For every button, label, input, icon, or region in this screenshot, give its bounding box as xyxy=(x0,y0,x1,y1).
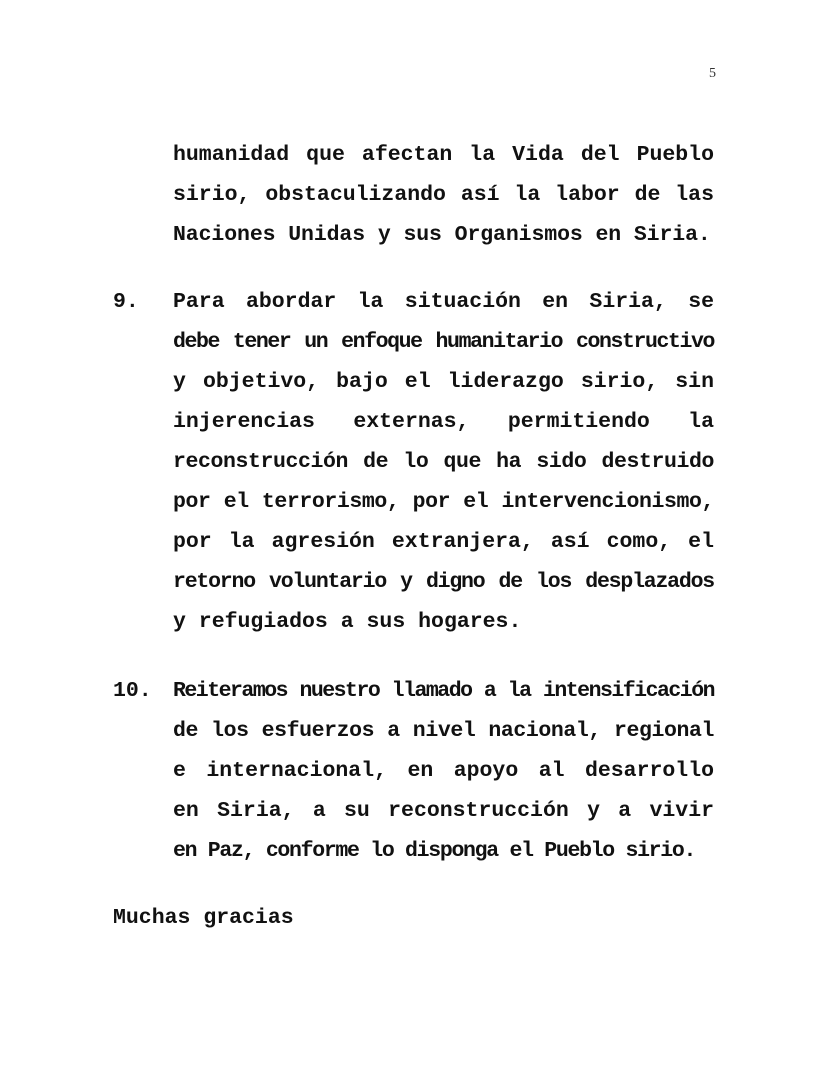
text-line: Reiteramos nuestro llamado a la intensificación xyxy=(173,679,714,703)
text-line: por la agresión extranjera, así como, el xyxy=(173,530,714,554)
text-line: Para abordar la situación en Siria, se xyxy=(173,290,714,314)
numbered-paragraph xyxy=(173,671,714,871)
closing-text: Muchas gracias xyxy=(113,906,294,930)
text-line: humanidad que afectan la Vida del Pueblo xyxy=(173,143,714,167)
text-line: y objetivo, bajo el liderazgo sirio, sin xyxy=(173,370,714,394)
text-line: e internacional, en apoyo al desarrollo xyxy=(173,759,714,783)
item-number: 10. xyxy=(113,679,152,703)
text-line: retorno voluntario y digno de los desplazados xyxy=(173,570,714,594)
continuation-paragraph xyxy=(173,135,714,255)
text-line: en Paz, conforme lo disponga el Pueblo sirio. xyxy=(173,839,696,863)
item-number: 9. xyxy=(113,290,139,314)
text-line: injerencias externas, permitiendo la xyxy=(173,410,714,434)
text-line: debe tener un enfoque humanitario constructivo xyxy=(173,330,714,354)
text-line: en Siria, a su reconstrucción y a vivir xyxy=(173,799,714,823)
text-line: de los esfuerzos a nivel nacional, regional xyxy=(173,719,714,743)
text-line: reconstrucción de lo que ha sido destruido xyxy=(173,450,714,474)
page-number: 5 xyxy=(709,66,716,81)
text-line: y refugiados a sus hogares. xyxy=(173,610,522,634)
text-line: por el terrorismo, por el intervencionismo, xyxy=(173,490,714,514)
text-line: Naciones Unidas y sus Organismos en Siria. xyxy=(173,223,711,247)
numbered-paragraph xyxy=(173,282,714,642)
text-line: sirio, obstaculizando así la labor de las xyxy=(173,183,714,207)
